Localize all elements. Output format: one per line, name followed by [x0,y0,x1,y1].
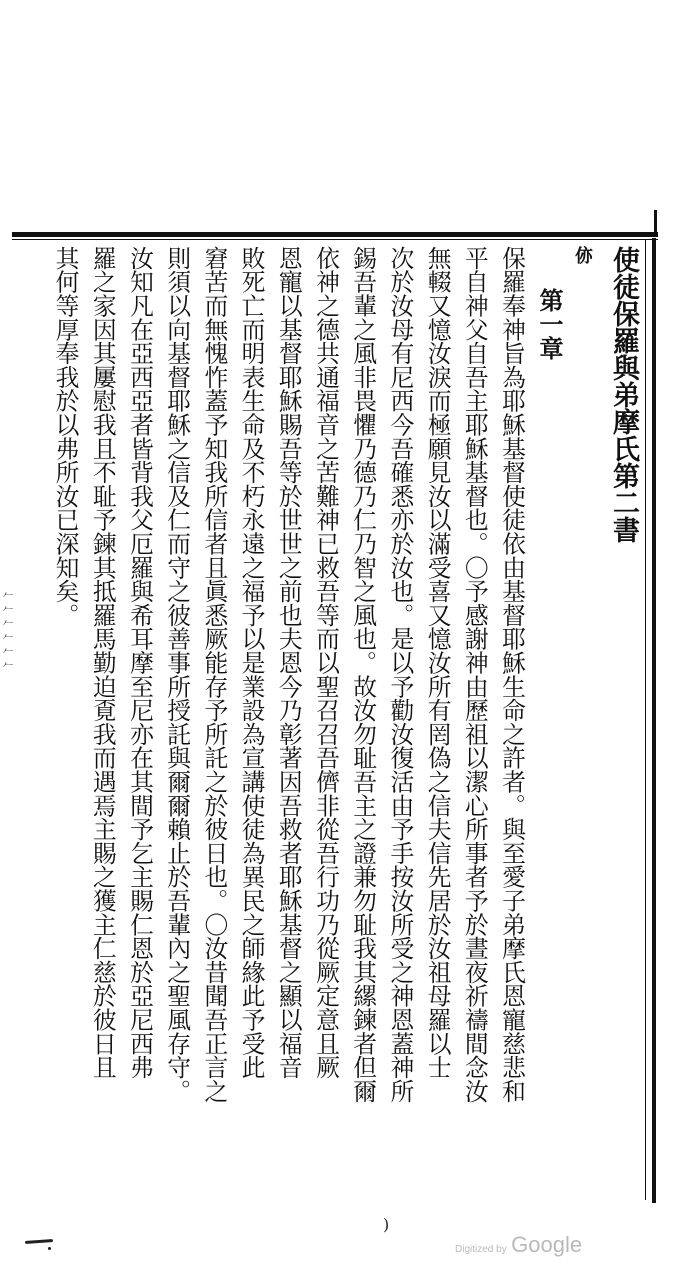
text-column: 汝知凡在亞西亞者皆背我父厄羅與希耳摩至尼亦在其間予乞主賜仁恩於亞尼西弗 [125,246,154,1079]
footer-dash [25,1239,53,1244]
vertical-text-body [44,246,644,1201]
text-column: 平自神父自吾主耶穌基督也。〇予感謝神由歷祖以潔心所事者予於晝夜祈禱間念汝 [460,246,489,1103]
google-watermark [455,1232,582,1258]
title-mark: 㑊 [572,246,593,264]
chapter-heading: 第一章 [535,288,564,360]
page-right-rule [652,238,656,1203]
page-top-rule [12,232,658,237]
text-column: 錫吾輩之風非畏懼乃德乃仁乃智之風也。故汝勿耻吾主之證兼勿耻我其縲鍊者但爾 [349,246,378,1103]
page-right-rule-thin [645,240,646,1200]
text-column: 羅之家因其屢慰我且不耻予鍊其抵羅馬勤迫覔我而遇焉主賜之獲主仁慈於彼日且 [88,246,117,1079]
text-column: 敗死亡而明表生命及不朽永遠之福予以是業設為宣講使徒為異民之師緣此予受此 [237,246,266,1079]
text-column: 依神之德共通福音之苦難神已救吾等而以聖召召吾儕非從吾行功乃從厥定意且厥 [311,246,340,1079]
text-column: 恩寵以基督耶穌賜吾等於世世之前也夫恩今乃彰著因吾救者耶穌基督之顯以福音 [274,246,303,1079]
page-corner-mark [654,210,657,236]
book-title: 使徒保羅與弟摩氏第二書 [608,246,639,543]
text-column: 保羅奉神旨為耶穌基督使徒依由基督耶穌生命之許者。與至愛子弟摩氏恩寵慈悲和 [498,246,526,1103]
text-column: 次於汝母有尼西今吾確悉亦於汝也。是以予勸汝復活由予手按汝所受之神恩蓋神所 [386,246,415,1103]
text-column: 則須以向基督耶穌之信及仁而守之彼善事所授託與爾爾賴止於吾輩內之聖風存守。 [163,246,192,1103]
left-margin-bleed-text: 𠂉𠂉𠂉𠂉𠂉𠂉 [1,590,14,674]
page-mark: ) [383,1215,390,1234]
text-column: 其何等厚奉我於以弗所汝已深知矣。 [51,246,80,627]
page-top-rule-thin [12,239,658,240]
watermark-google: Google [511,1232,583,1257]
watermark-digitized-by: Digitized by [455,1244,507,1255]
text-column: 無輟又憶汝淚而極願見汝以滿受喜又憶汝所有罔偽之信夫信先居於汝祖母羅以士 [423,246,452,1079]
footer-dot [48,1247,51,1250]
text-column: 窘苦而無愧怍蓋予知我所信者且眞悉厥能存予所託之於彼日也。〇汝昔聞吾正言之 [200,246,229,1103]
